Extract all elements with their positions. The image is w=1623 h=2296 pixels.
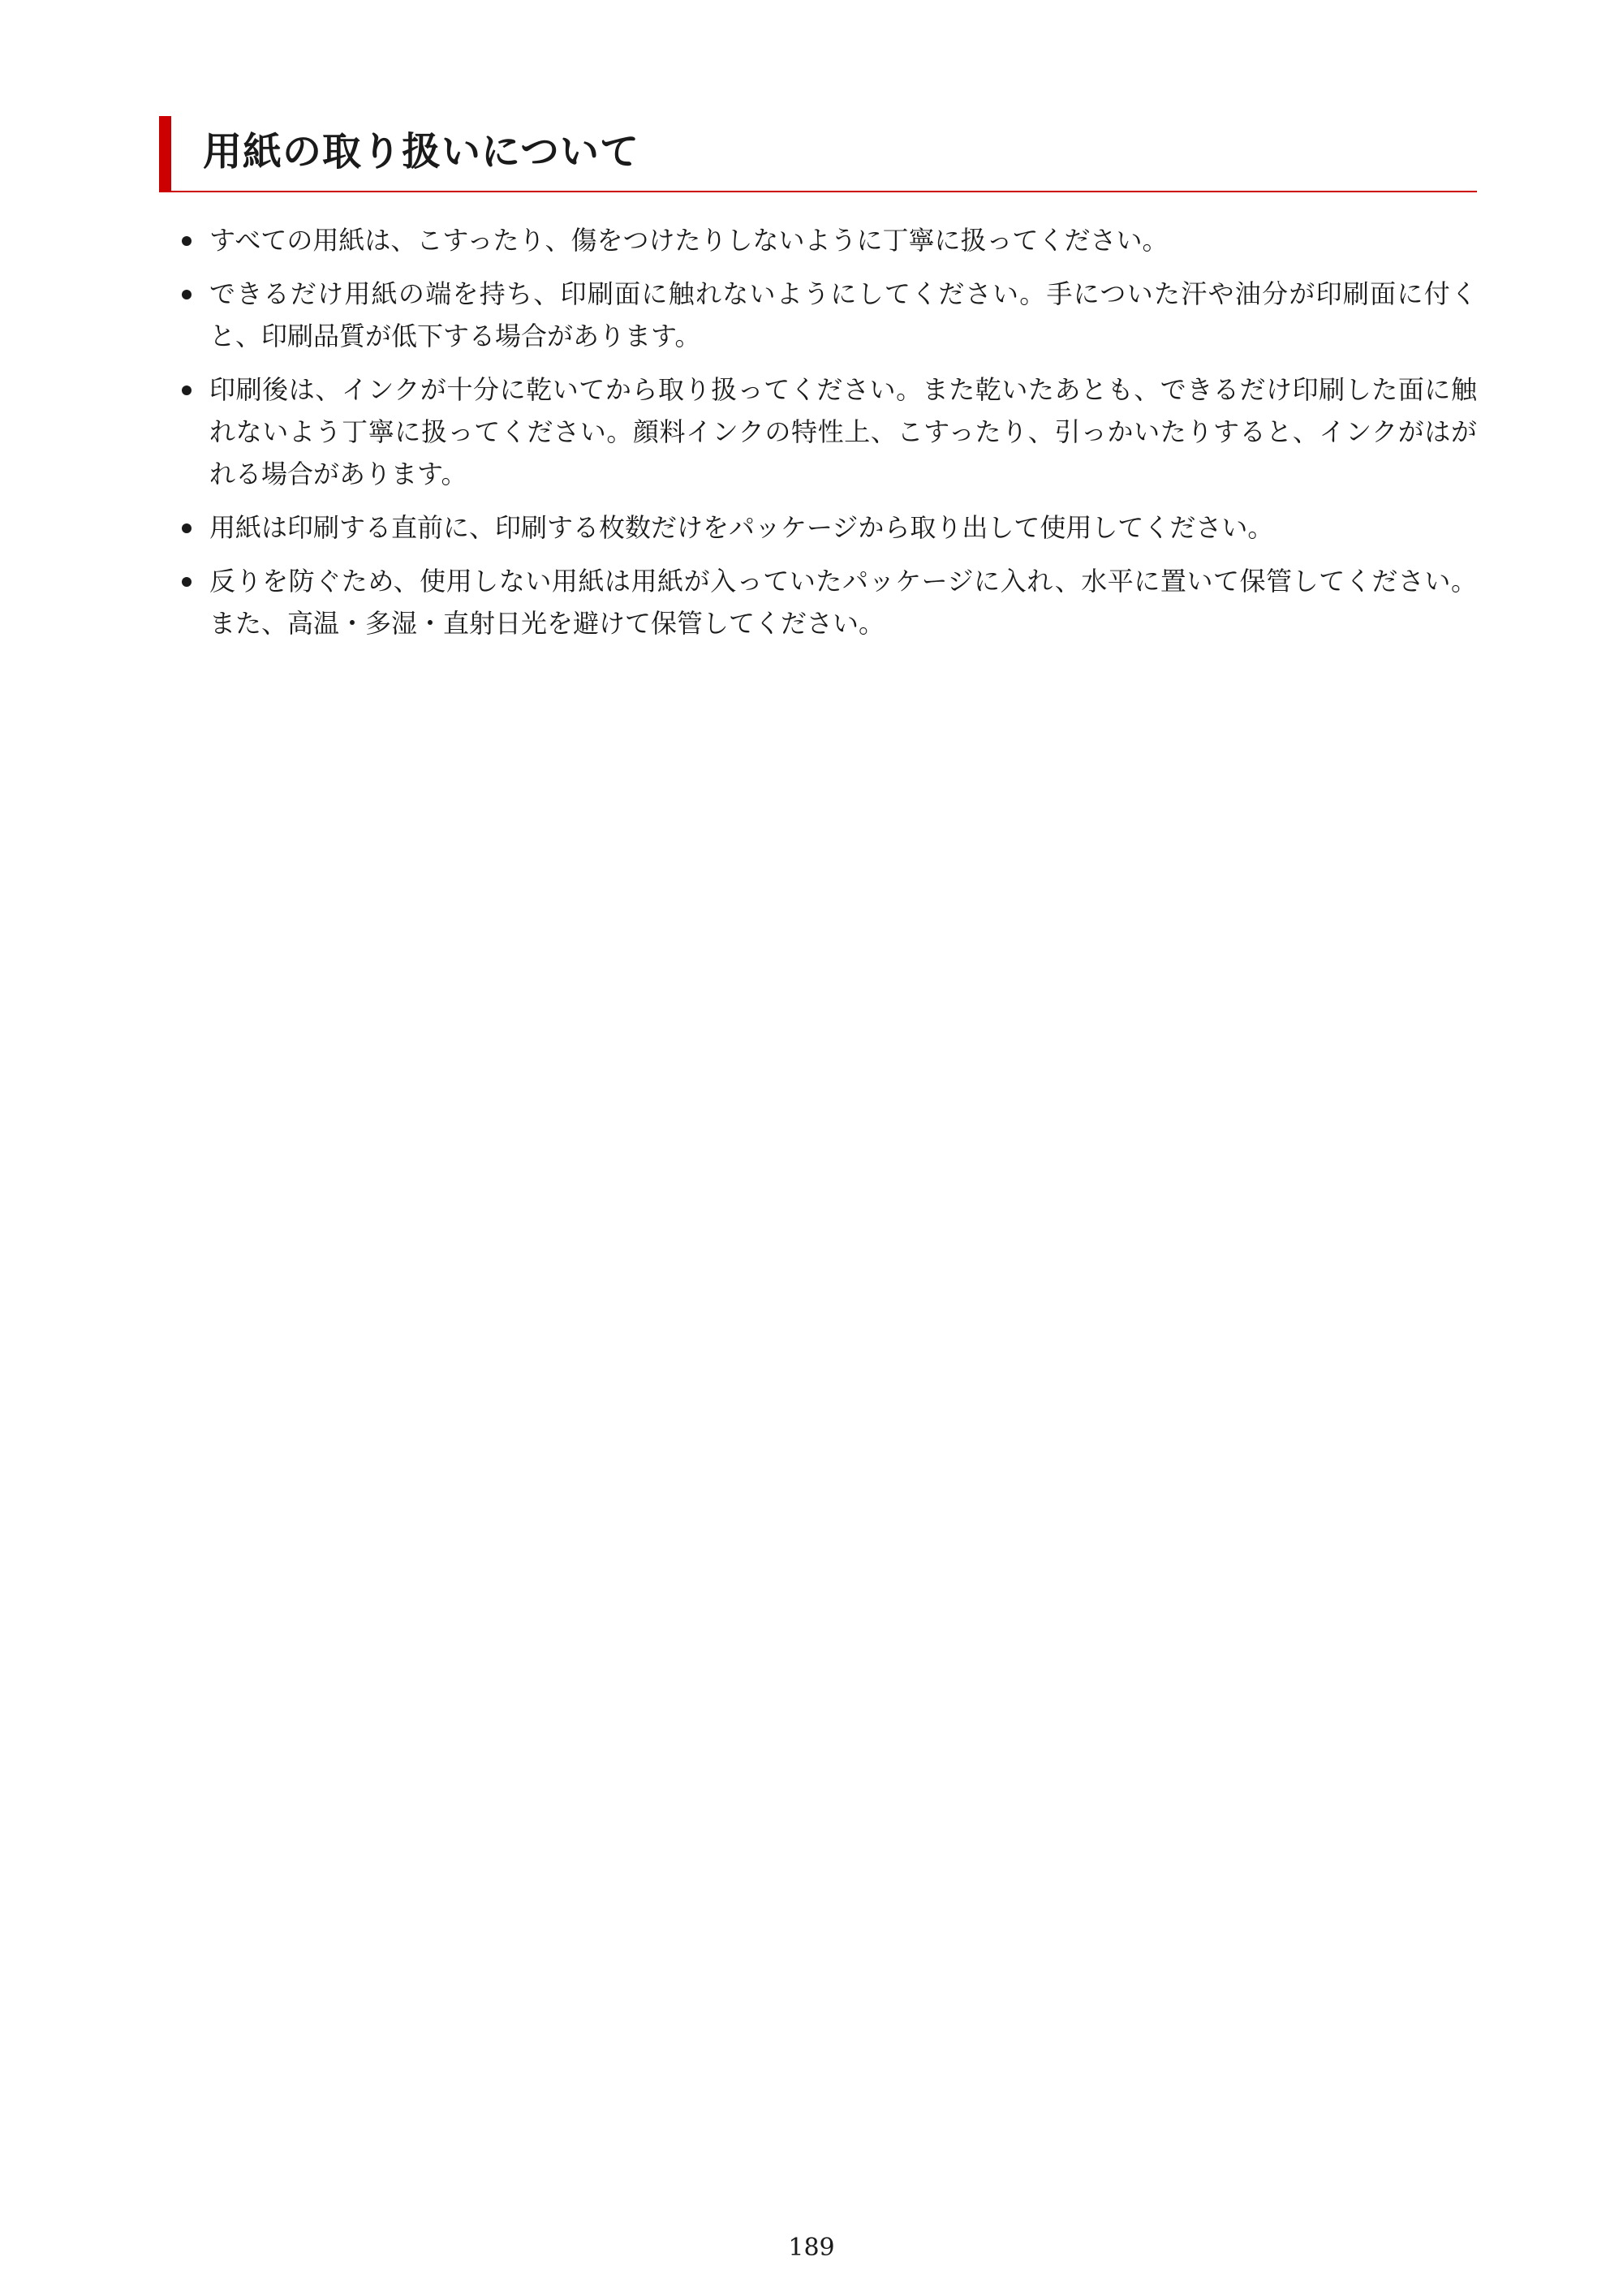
list-item (180, 219, 1477, 261)
page-number: 189 (788, 2234, 835, 2262)
heading-accent-bar (159, 116, 171, 191)
list-item-text: 印刷後は、インクが十分に乾いてから取り扱ってください。また乾いたあとも、できるだけ印刷した面に触れないよう丁寧に扱ってください。顔料インクの特性上、こすったり、引っかいたりすると、インクがはがれる場合があります。 (209, 374, 1477, 489)
bullet-dot-icon (182, 290, 192, 299)
list-item (180, 506, 1477, 549)
list-item-text: 反りを防ぐため、使用しない用紙は用紙が入っていたパッケージに入れ、水平に置いて保管してください。また、高温・多湿・直射日光を避けて保管してください。 (209, 566, 1477, 639)
bullet-dot-icon (182, 523, 192, 533)
list-item-text: すべての用紙は、こすったり、傷をつけたりしないように丁寧に扱ってください。 (209, 225, 1169, 256)
list-item (180, 273, 1477, 357)
bullet-dot-icon (182, 386, 192, 395)
page-title: 用紙の取り扱いについて (203, 129, 640, 174)
list-item-text: 用紙は印刷する直前に、印刷する枚数だけをパッケージから取り出して使用してください。 (209, 512, 1274, 543)
bullet-dot-icon (182, 236, 192, 246)
bullet-dot-icon (182, 577, 192, 587)
list-item-text: できるだけ用紙の端を持ち、印刷面に触れないようにしてください。手についた汗や油分が印刷面に付くと、印刷品質が低下する場合があります。 (209, 278, 1477, 351)
list-item (180, 560, 1477, 644)
section-heading (159, 116, 1477, 192)
list-item (180, 368, 1477, 495)
bullet-list (180, 219, 1477, 656)
